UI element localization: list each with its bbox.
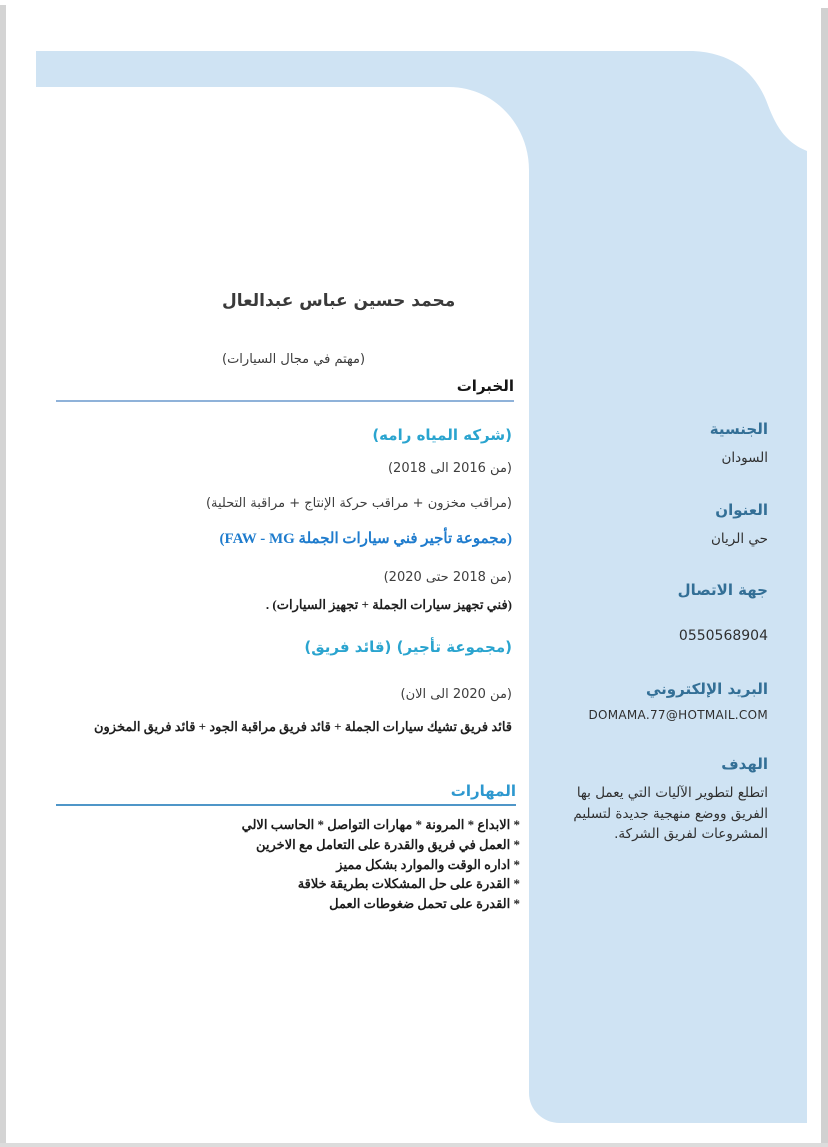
contact-label: جهة الاتصال <box>677 581 768 599</box>
experience-3-period: (من 2020 الى الان) <box>400 687 512 702</box>
experience-3-description: قائد فريق تشيك سيارات الجملة + قائد فريق مراقبة الجود + قائد فريق المخزون <box>93 719 512 734</box>
objective-label: الهدف <box>721 755 768 773</box>
nationality-value: السودان <box>721 450 768 466</box>
nationality-label: الجنسية <box>709 420 768 438</box>
candidate-name: محمد حسين عباس عبدالعال <box>222 291 456 311</box>
experience-1-description: (مراقب مخزون + مراقب حركة الإنتاج + مراقبة التحلية) <box>205 496 512 511</box>
skill-item: * القدرة على حل المشكلات بطريقة خلاقة <box>297 876 520 892</box>
experience-section-heading: الخبرات <box>56 377 514 402</box>
skill-item: * الابداع * المرونة * مهارات التواصل * الحاسب الالي <box>241 817 520 832</box>
experience-2-title: (مجموعة تأجير فني سيارات الجملة FAW - MG) <box>219 531 512 547</box>
skill-item: * القدرة على تحمل ضغوطات العمل <box>329 896 520 912</box>
address-value: حي الريان <box>711 531 768 547</box>
experience-1-period: (من 2016 الى 2018) <box>387 461 512 476</box>
skill-item: * العمل في فريق والقدرة على التعامل مع الاخرين <box>255 836 520 852</box>
experience-2-description: (فني تجهيز سيارات الجملة + تجهيز السيارات) . <box>265 597 512 612</box>
skills-section-heading: المهارات <box>56 782 516 806</box>
experience-2-period: (من 2018 حتى 2020) <box>383 570 512 585</box>
experience-3-title: (مجموعة تأجير) (قائد فريق) <box>304 638 512 656</box>
page-edge-bottom <box>0 1143 828 1147</box>
page-edge-right <box>821 8 828 1147</box>
candidate-subtitle: (مهتم في مجال السيارات) <box>222 352 366 367</box>
skill-item: * اداره الوقت والموارد بشكل مميز <box>336 856 520 872</box>
objective-text: اتطلع لتطوير الآليات التي يعمل بها الفريق ووضع منهجية جديدة لتسليم المشروعات لفريق الشركة. <box>573 785 768 842</box>
experience-1-title: (شركه المياه رامه) <box>372 426 512 444</box>
address-label: العنوان <box>715 501 768 519</box>
email-label: البريد الإلكتروني <box>646 680 768 698</box>
skills-list <box>242 815 520 914</box>
phone-number: 0550568904 <box>678 628 768 644</box>
email-value: DOMAMA.77@HOTMAIL.COM <box>588 708 768 722</box>
page-edge-left <box>0 5 6 1147</box>
